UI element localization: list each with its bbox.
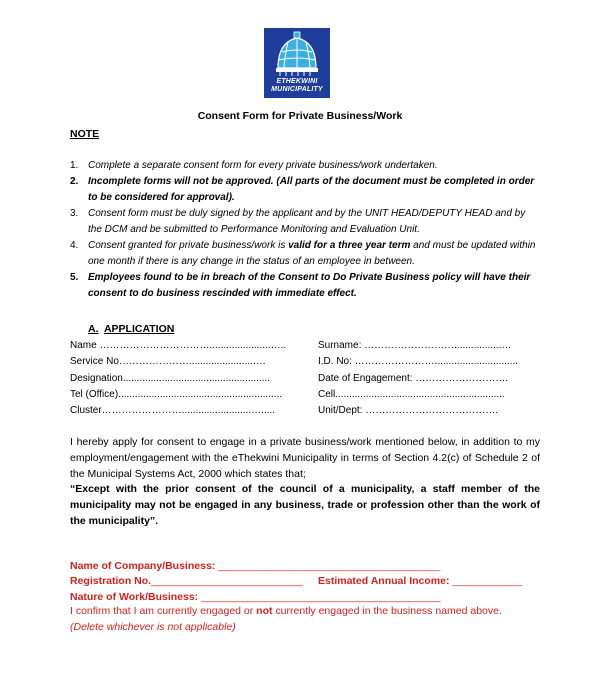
- note-item: [70, 174, 540, 206]
- registration-row[interactable]: [70, 575, 303, 587]
- company-name-row[interactable]: [70, 560, 440, 572]
- note-text-before: Consent granted for private business/work is: [88, 240, 289, 251]
- company-name-label: Name of Company/Business:: [70, 560, 216, 572]
- delete-note: (Delete whichever is not applicable): [70, 621, 236, 633]
- unit-dept-field[interactable]: Unit/Dept: ………………………………….: [318, 405, 499, 416]
- notes-list: [70, 158, 540, 302]
- application-paragraph: I hereby apply for consent to engage in a private business/work mentioned below, in addition to my employment/engagement with the eThekwini Municipality in terms of Section 4.2(c) of Schedule 2 of the Municipal Systems Act, 2000 which states that;: [70, 436, 540, 480]
- confirm-statement: [70, 605, 502, 617]
- cell-field[interactable]: Cell.............................................................: [318, 389, 505, 400]
- company-name-line[interactable]: ______________________________________: [218, 560, 441, 572]
- note-number: 1.: [70, 160, 79, 171]
- note-number: 3.: [70, 208, 79, 219]
- nature-line[interactable]: _________________________________________: [201, 591, 441, 603]
- note-text: Employees found to be in breach of the Consent to Do Private Business policy will have their consent to do business rescinded with immediate effect.: [88, 272, 531, 299]
- act-quote: “Except with the prior consent of the council of a municipality, a staff member of the municipality may not be engaged in any business, trade or profession other than the work of the municipality”.: [70, 483, 540, 527]
- confirm-before: I confirm that I am currently engaged or: [70, 605, 257, 617]
- nature-label: Nature of Work/Business:: [70, 591, 199, 603]
- note-text-after: and must be updated within one month if there is any change in the status of an employee in between.: [88, 240, 536, 267]
- note-number: 4.: [70, 240, 79, 251]
- note-text: Consent form must be duly signed by the applicant and by the UNIT HEAD/DEPUTY HEAD and by the DCM and be submitted to Performance Monitoring and Evaluation Unit.: [88, 208, 526, 235]
- note-item: [70, 238, 540, 270]
- confirm-not: not: [256, 605, 273, 617]
- service-no-field[interactable]: Service No………………….......................….: [70, 356, 266, 367]
- income-row[interactable]: [318, 575, 522, 587]
- note-heading: NOTE: [70, 128, 100, 140]
- confirm-after: currently engaged in the business named above.: [272, 605, 502, 617]
- application-heading: [88, 323, 174, 335]
- note-item: [70, 206, 540, 238]
- nature-row[interactable]: [70, 591, 441, 603]
- logo-text-line1: ETHEKWINI: [276, 78, 318, 85]
- date-of-engagement-field[interactable]: Date of Engagement: ……………………….: [318, 373, 509, 384]
- registration-line[interactable]: __________________________: [151, 575, 303, 587]
- ethekwini-logo: [264, 28, 330, 98]
- id-no-field[interactable]: I.D. No: ……………………..............................: [318, 356, 519, 367]
- note-text: Complete a separate consent form for every private business/work undertaken.: [88, 160, 438, 171]
- note-text-bold: valid for a three year term: [288, 240, 411, 251]
- note-number: 5.: [70, 272, 79, 283]
- application-letter: A.: [88, 323, 99, 335]
- application-title: APPLICATION: [103, 323, 175, 335]
- income-label: Estimated Annual Income:: [318, 575, 450, 587]
- name-field[interactable]: Name ……………………………......................…..: [70, 340, 287, 351]
- note-text: Incomplete forms will not be approved. (All parts of the document must be completed in order to be considered for approval).: [88, 176, 535, 203]
- note-item: [70, 158, 540, 174]
- registration-label: Registration No.: [70, 575, 152, 587]
- logo-text-line2: MUNICIPALITY: [271, 86, 323, 93]
- income-line[interactable]: ____________: [452, 575, 523, 587]
- cluster-field[interactable]: Cluster…………………….........................….....: [70, 405, 276, 416]
- surname-field[interactable]: Surname: ……………………….................…: [318, 340, 512, 351]
- form-title: Consent Form for Private Business/Work: [197, 110, 403, 122]
- note-number: 2.: [70, 176, 79, 187]
- designation-field[interactable]: Designation.....................................................: [70, 373, 271, 384]
- note-item: [70, 270, 540, 302]
- tel-office-field[interactable]: Tel (Office)...........................................................: [70, 389, 283, 400]
